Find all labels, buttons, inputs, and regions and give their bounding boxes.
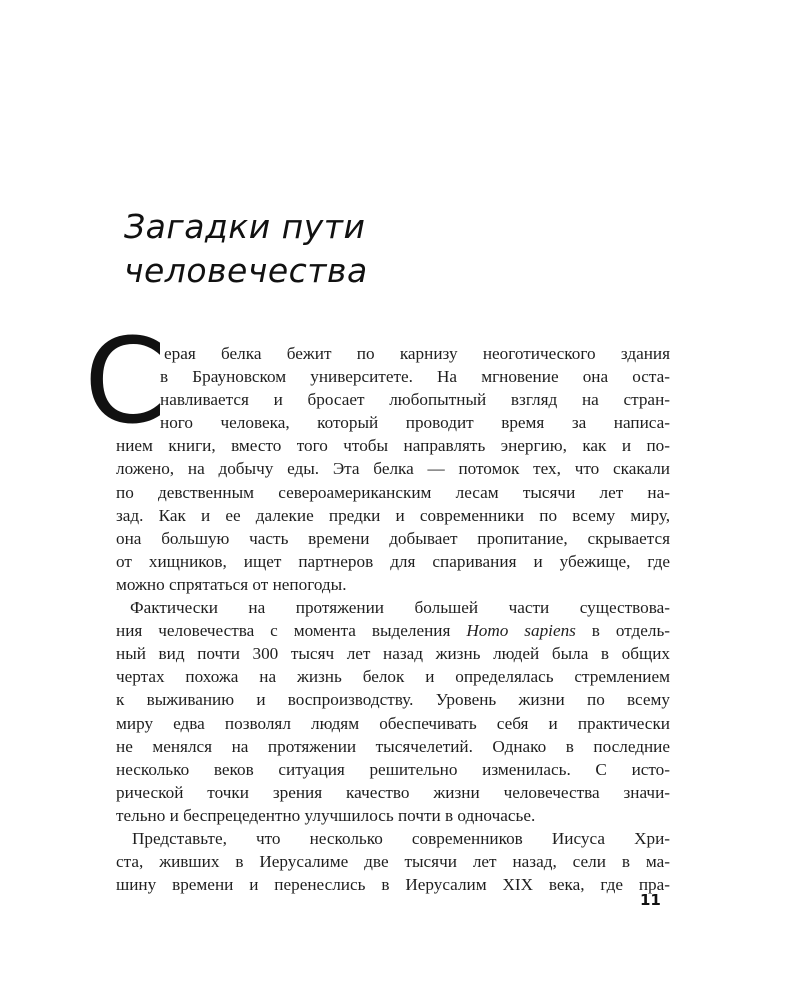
text-line: нием книги, вместо того чтобы направлять энергию, как и по- [116, 436, 670, 456]
page-number: 11 [640, 891, 661, 909]
text-line: навливается и бросает любопытный взгляд на стран- [160, 390, 670, 410]
text-line: шину времени и перенеслись в Иерусалим XIX века, где пра- [116, 875, 670, 895]
text-line: несколько веков ситуация решительно изменилась. С исто- [116, 759, 670, 779]
text-line: можно спрятаться от непогоды. [116, 574, 347, 594]
italic-term: Homo sapiens [466, 621, 576, 641]
text-line: тельно и беспрецедентно улучшилось почти в одночасье. [116, 805, 536, 825]
text-line: ный вид почти 300 тысяч лет назад жизнь людей была в общих [116, 644, 670, 664]
text-line: рической точки зрения качество жизни человечества значи- [116, 782, 670, 802]
text-line: от хищников, ищет партнеров для спаривания и убежище, где [116, 551, 670, 571]
body-text [116, 342, 670, 896]
text-line: миру едва позволял людям обеспечивать себя и практически [116, 713, 670, 733]
text-line: ложено, на добычу еды. Эта белка — потомок тех, что скакали [116, 459, 670, 479]
text-line: Представьте, что несколько современников Иисуса Хри- [132, 828, 670, 848]
text-line: чертах похожа на жизнь белок и определялась стремлением [116, 667, 670, 687]
drop-cap: С [84, 312, 167, 450]
text-line: ерая белка бежит по карнизу неоготического здания [164, 344, 670, 363]
text-fragment: в отдель- [575, 621, 671, 641]
text-line: по девственным североамериканским лесам тысячи лет на- [116, 482, 670, 502]
chapter-title-line-1: Загадки пути [124, 207, 366, 246]
text-line-with-italic [116, 619, 670, 642]
text-fragment: ния человечества с момента выделения [116, 621, 467, 641]
text-line: Фактически на протяжении большей части существова- [130, 598, 670, 618]
text-line: зад. Как и ее далекие предки и современники по всему миру, [116, 505, 670, 525]
text-line: в Брауновском университете. На мгновение она оста- [160, 367, 670, 387]
text-line: ста, живших в Иерусалиме две тысячи лет назад, сели в ма- [116, 852, 670, 872]
text-line: не менялся на протяжении тысячелетий. Однако в последние [116, 736, 670, 756]
chapter-title [124, 205, 368, 293]
chapter-title-line-2: человечества [124, 251, 368, 290]
text-line: она большую часть времени добывает пропитание, скрывается [116, 528, 670, 548]
text-line: ного человека, который проводит время за написа- [160, 413, 670, 433]
text-line: к выживанию и воспроизводству. Уровень жизни по всему [116, 690, 670, 710]
